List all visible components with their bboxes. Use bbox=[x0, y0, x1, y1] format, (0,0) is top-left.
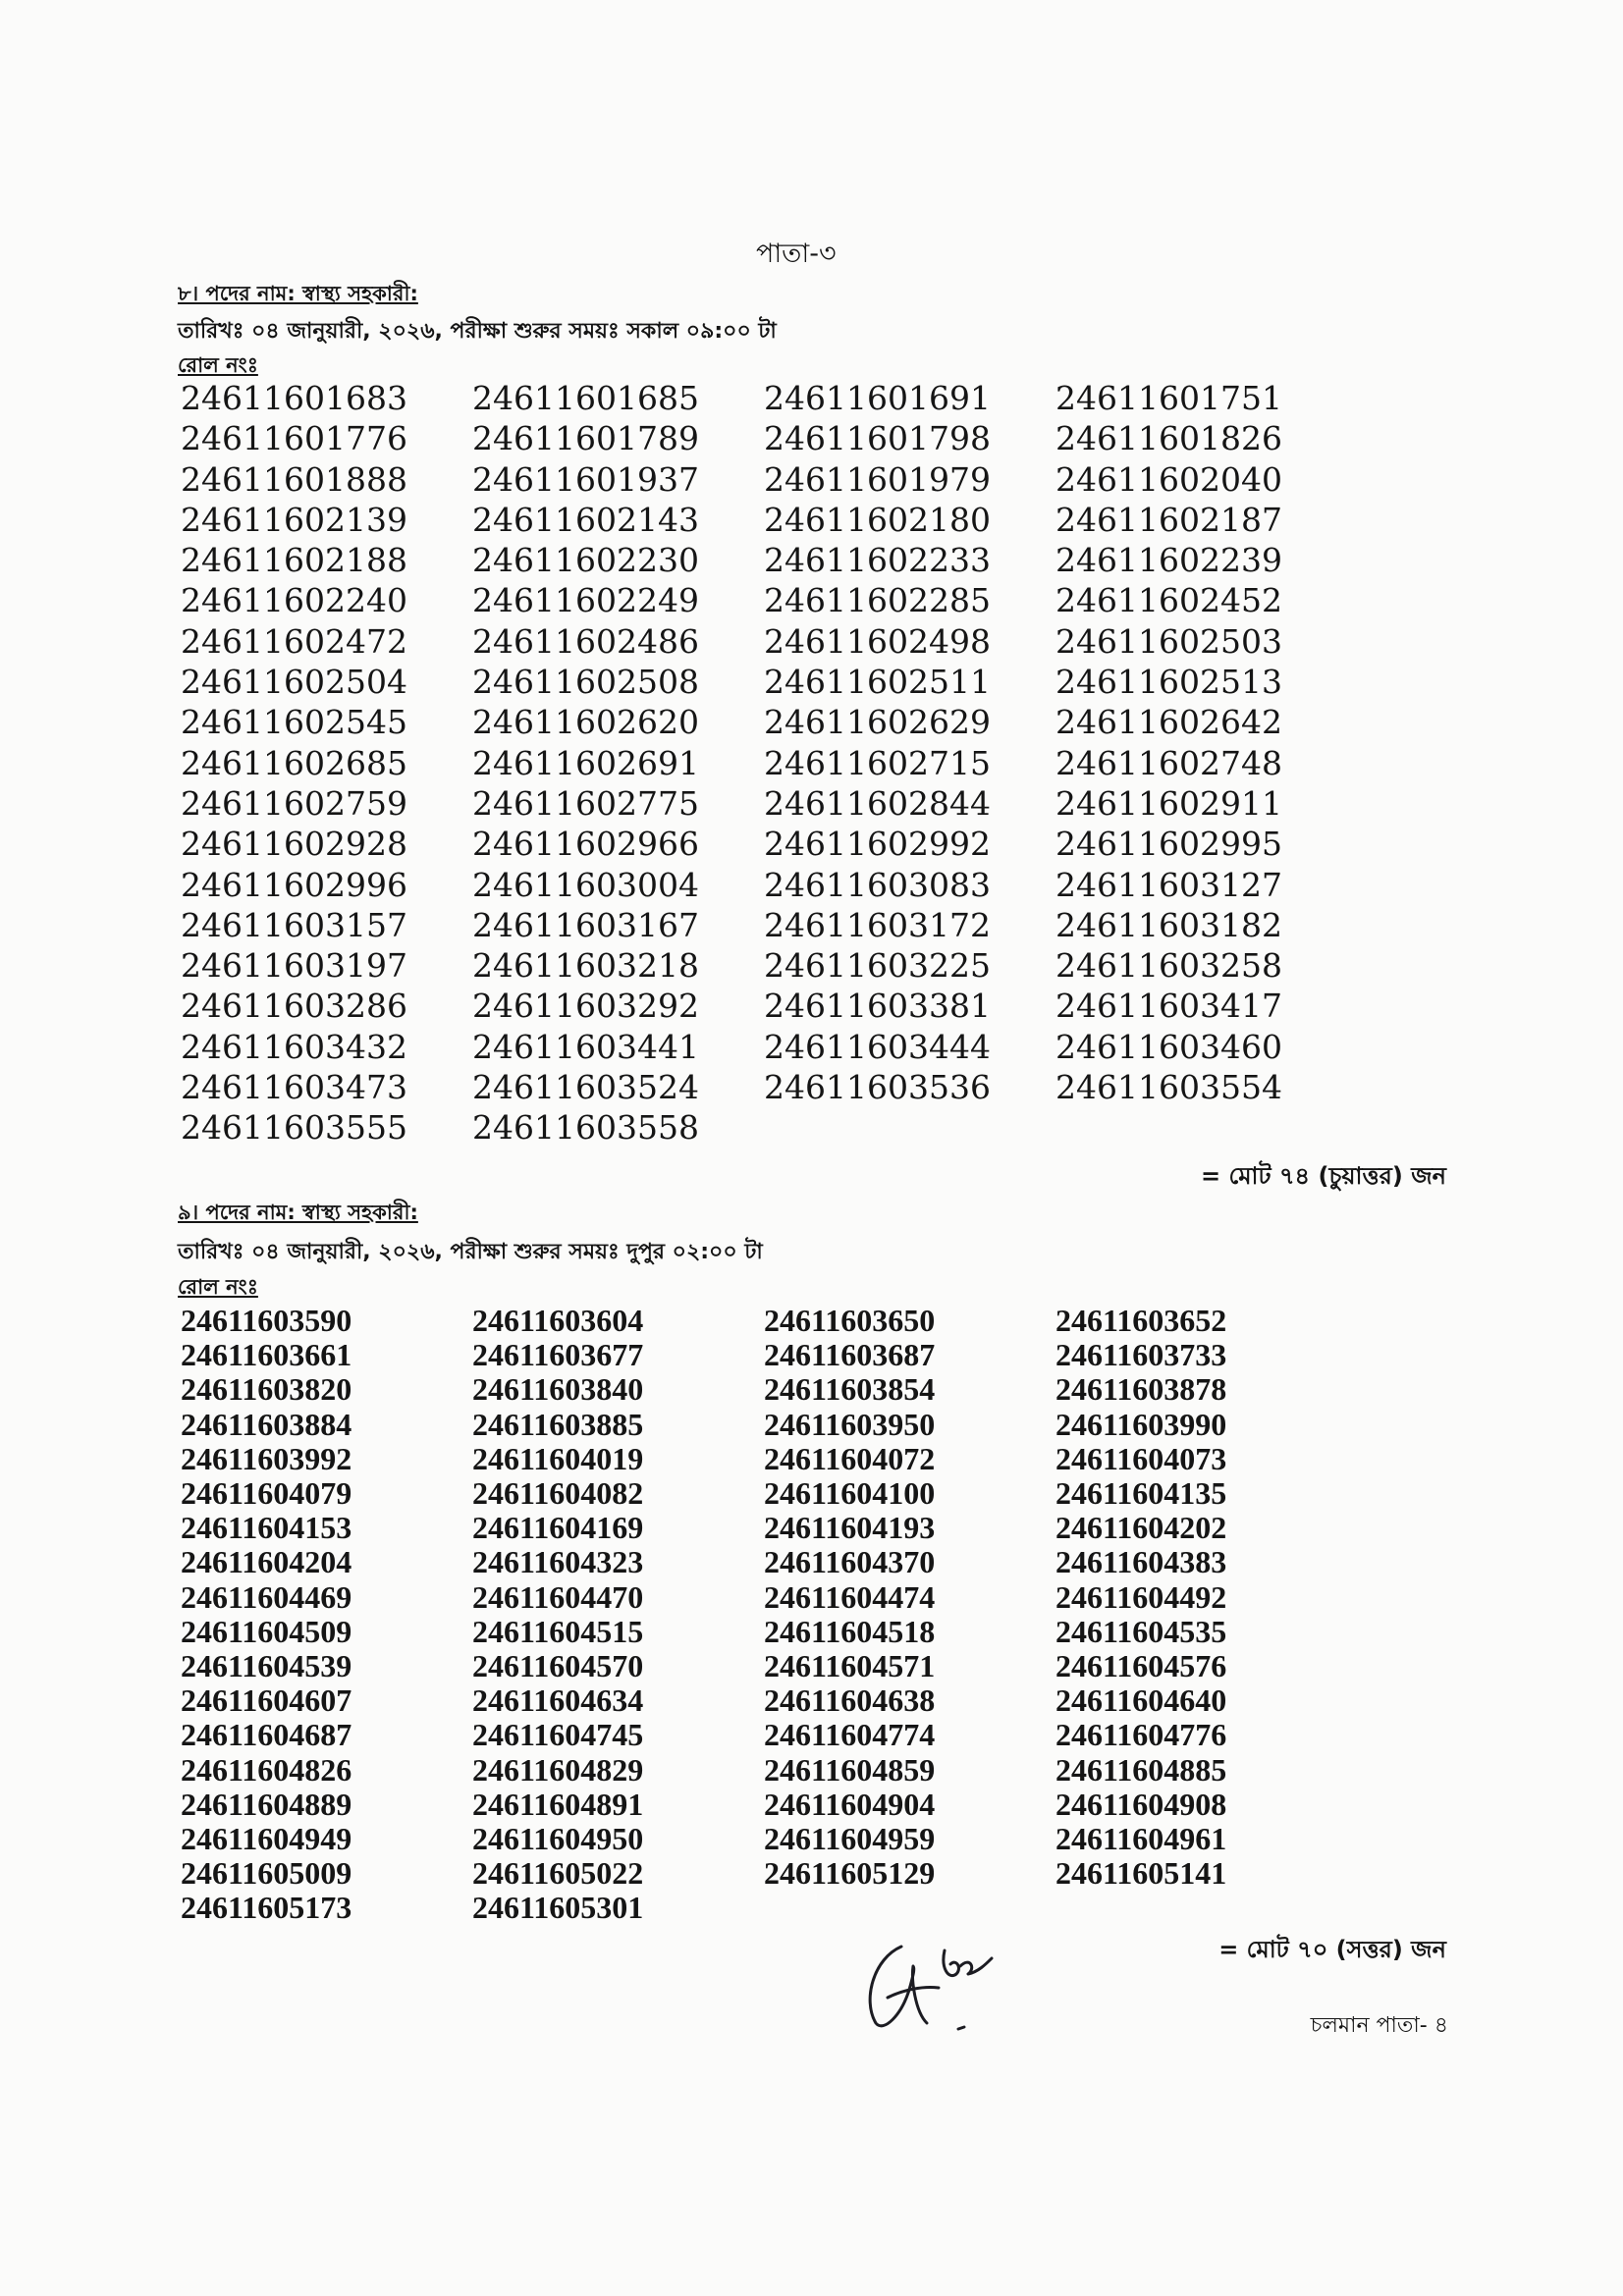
roll-number: 24611602928 bbox=[181, 825, 407, 864]
roll-number: 24611604539 bbox=[181, 1648, 352, 1684]
roll-number: 24611602504 bbox=[181, 663, 407, 702]
roll-number: 24611602775 bbox=[472, 783, 699, 823]
roll-number: 24611602040 bbox=[1055, 459, 1282, 499]
roll-number: 24611601751 bbox=[1055, 379, 1282, 417]
roll-number: 24611603432 bbox=[181, 1027, 407, 1066]
roll-number: 24611603661 bbox=[181, 1337, 352, 1373]
section-9-date: তারিখঃ ০৪ জানুয়ারী, ২০২৬, পরীক্ষা শুরুর সময়ঃ দুপুর ০২:০০ টা bbox=[178, 1240, 763, 1264]
roll-number: 24611604826 bbox=[181, 1751, 352, 1788]
roll-number: 24611605022 bbox=[472, 1855, 644, 1892]
roll-number: 24611604515 bbox=[472, 1613, 644, 1649]
roll-number: 24611602486 bbox=[472, 621, 699, 661]
section-8-date: তারিখঃ ০৪ জানুয়ারী, ২০২৬, পরীক্ষা শুরুর সময়ঃ সকাল ০৯:০০ টা bbox=[178, 319, 777, 344]
roll-number: 24611603441 bbox=[472, 1027, 699, 1066]
roll-number: 24611603524 bbox=[472, 1068, 699, 1107]
roll-number: 24611603473 bbox=[181, 1068, 407, 1107]
roll-number: 24611602844 bbox=[764, 783, 991, 823]
roll-number: 24611602180 bbox=[764, 500, 991, 539]
roll-number: 24611602748 bbox=[1055, 743, 1282, 782]
roll-number: 24611605173 bbox=[181, 1890, 352, 1926]
roll-number: 24611602285 bbox=[764, 581, 991, 620]
roll-number: 24611603167 bbox=[472, 905, 699, 944]
roll-number: 24611604202 bbox=[1055, 1510, 1227, 1546]
roll-number: 24611603884 bbox=[181, 1406, 352, 1442]
roll-number: 24611604571 bbox=[764, 1648, 936, 1684]
roll-number: 24611603878 bbox=[1055, 1371, 1227, 1408]
roll-number: 24611604470 bbox=[472, 1578, 644, 1615]
roll-number: 24611602230 bbox=[472, 541, 699, 580]
roll-number: 24611604509 bbox=[181, 1613, 352, 1649]
roll-number: 24611604100 bbox=[764, 1475, 936, 1512]
roll-number: 24611604072 bbox=[764, 1440, 936, 1476]
roll-number: 24611604576 bbox=[1055, 1648, 1227, 1684]
roll-number: 24611603460 bbox=[1055, 1027, 1282, 1066]
roll-number: 24611603604 bbox=[472, 1303, 644, 1338]
roll-number: 24611603820 bbox=[181, 1371, 352, 1408]
roll-number: 24611603687 bbox=[764, 1337, 936, 1373]
roll-number: 24611602685 bbox=[181, 743, 407, 782]
roll-number: 24611603157 bbox=[181, 905, 407, 944]
roll-number: 24611602249 bbox=[472, 581, 699, 620]
roll-number: 24611602620 bbox=[472, 703, 699, 742]
roll-number: 24611602452 bbox=[1055, 581, 1282, 620]
roll-number: 24611604153 bbox=[181, 1510, 352, 1546]
roll-number: 24611603258 bbox=[1055, 946, 1282, 986]
roll-number: 24611603558 bbox=[472, 1108, 699, 1148]
roll-number: 24611604082 bbox=[472, 1475, 644, 1512]
roll-number: 24611605129 bbox=[764, 1855, 936, 1892]
roll-number: 24611602239 bbox=[1055, 541, 1282, 580]
roll-number: 24611604370 bbox=[764, 1544, 936, 1580]
roll-number: 24611601789 bbox=[472, 419, 699, 458]
roll-number: 24611602472 bbox=[181, 621, 407, 661]
roll-number: 24611602545 bbox=[181, 703, 407, 742]
roll-number: 24611602233 bbox=[764, 541, 991, 580]
roll-number: 24611604634 bbox=[472, 1682, 644, 1719]
roll-number: 24611603536 bbox=[764, 1068, 991, 1107]
roll-number: 24611604885 bbox=[1055, 1751, 1227, 1788]
roll-number: 24611603292 bbox=[472, 987, 699, 1026]
roll-number: 24611604073 bbox=[1055, 1440, 1227, 1476]
section-9-roll-label: রোল নংঃ bbox=[178, 1275, 258, 1299]
roll-number: 24611602187 bbox=[1055, 500, 1282, 539]
roll-number: 24611604535 bbox=[1055, 1613, 1227, 1649]
roll-number: 24611602143 bbox=[472, 500, 699, 539]
roll-number: 24611602498 bbox=[764, 621, 991, 661]
roll-number: 24611602629 bbox=[764, 703, 991, 742]
roll-number: 24611604908 bbox=[1055, 1786, 1227, 1822]
roll-number: 24611602240 bbox=[181, 581, 407, 620]
roll-number: 24611602995 bbox=[1055, 825, 1282, 864]
roll-number: 24611602911 bbox=[1055, 783, 1282, 823]
roll-number: 24611603127 bbox=[1055, 865, 1282, 904]
roll-number: 24611604904 bbox=[764, 1786, 936, 1822]
roll-number: 24611604859 bbox=[764, 1751, 936, 1788]
roll-number: 24611604570 bbox=[472, 1648, 644, 1684]
roll-number: 24611604687 bbox=[181, 1717, 352, 1753]
roll-number: 24611603555 bbox=[181, 1108, 407, 1148]
roll-number: 24611604959 bbox=[764, 1821, 936, 1857]
roll-number: 24611604019 bbox=[472, 1440, 644, 1476]
roll-number: 24611602691 bbox=[472, 743, 699, 782]
roll-number: 24611604961 bbox=[1055, 1821, 1227, 1857]
section-9-title: ৯। পদের নাম: স্বাস্থ্য সহকারী: bbox=[178, 1201, 418, 1224]
roll-number: 24611603417 bbox=[1055, 987, 1282, 1026]
roll-number: 24611603652 bbox=[1055, 1303, 1227, 1338]
roll-number: 24611604469 bbox=[181, 1578, 352, 1615]
roll-number: 24611603083 bbox=[764, 865, 991, 904]
roll-number: 24611602715 bbox=[764, 743, 991, 782]
roll-number: 24611602503 bbox=[1055, 621, 1282, 661]
roll-number: 24611604492 bbox=[1055, 1578, 1227, 1615]
section-9-total: = মোট ৭০ (সত্তর) জন bbox=[1218, 1936, 1446, 1963]
roll-number: 24611603225 bbox=[764, 946, 991, 986]
roll-number: 24611602139 bbox=[181, 500, 407, 539]
roll-number: 24611604383 bbox=[1055, 1544, 1227, 1580]
roll-number: 24611603590 bbox=[181, 1303, 352, 1338]
roll-number: 24611604776 bbox=[1055, 1717, 1227, 1753]
roll-number: 24611605141 bbox=[1055, 1855, 1227, 1892]
roll-number: 24611604323 bbox=[472, 1544, 644, 1580]
roll-number: 24611602642 bbox=[1055, 703, 1282, 742]
roll-number: 24611603554 bbox=[1055, 1068, 1282, 1107]
section-8-title: ৮। পদের নাম: স্বাস্থ্য সহকারী: bbox=[178, 282, 418, 305]
roll-number: 24611601798 bbox=[764, 419, 991, 458]
roll-number: 24611601691 bbox=[764, 379, 991, 417]
roll-number: 24611604474 bbox=[764, 1578, 936, 1615]
roll-number: 24611601826 bbox=[1055, 419, 1282, 458]
roll-number: 24611604949 bbox=[181, 1821, 352, 1857]
roll-number: 24611604745 bbox=[472, 1717, 644, 1753]
roll-number: 24611602992 bbox=[764, 825, 991, 864]
roll-number: 24611603854 bbox=[764, 1371, 936, 1408]
roll-number: 24611605301 bbox=[472, 1890, 644, 1926]
roll-number: 24611603733 bbox=[1055, 1337, 1227, 1373]
roll-number: 24611601937 bbox=[472, 459, 699, 499]
roll-number: 24611602508 bbox=[472, 663, 699, 702]
section-9-roll-grid bbox=[181, 1304, 1347, 1926]
roll-number: 24611602513 bbox=[1055, 663, 1282, 702]
roll-number: 24611604169 bbox=[472, 1510, 644, 1546]
roll-number: 24611603950 bbox=[764, 1406, 936, 1442]
roll-number: 24611604829 bbox=[472, 1751, 644, 1788]
roll-number: 24611602511 bbox=[764, 663, 991, 702]
roll-number: 24611603172 bbox=[764, 905, 991, 944]
roll-number: 24611603286 bbox=[181, 987, 407, 1026]
roll-number: 24611603885 bbox=[472, 1406, 644, 1442]
roll-number: 24611602188 bbox=[181, 541, 407, 580]
roll-number: 24611604774 bbox=[764, 1717, 936, 1753]
roll-number: 24611604891 bbox=[472, 1786, 644, 1822]
roll-number: 24611601683 bbox=[181, 379, 407, 417]
roll-number: 24611601888 bbox=[181, 459, 407, 499]
roll-number: 24611604640 bbox=[1055, 1682, 1227, 1719]
roll-number: 24611604518 bbox=[764, 1613, 936, 1649]
roll-number: 24611603197 bbox=[181, 946, 407, 986]
roll-number: 24611605009 bbox=[181, 1855, 352, 1892]
roll-number: 24611603840 bbox=[472, 1371, 644, 1408]
roll-number: 24611604607 bbox=[181, 1682, 352, 1719]
roll-number: 24611603004 bbox=[472, 865, 699, 904]
roll-number: 24611604193 bbox=[764, 1510, 936, 1546]
roll-number: 24611603992 bbox=[181, 1440, 352, 1476]
roll-number: 24611604079 bbox=[181, 1475, 352, 1512]
roll-number: 24611603182 bbox=[1055, 905, 1282, 944]
roll-number: 24611604889 bbox=[181, 1786, 352, 1822]
roll-number: 24611603990 bbox=[1055, 1406, 1227, 1442]
continued-page-note: চলমান পাতা- ৪ bbox=[1310, 2013, 1448, 2038]
roll-number: 24611602759 bbox=[181, 783, 407, 823]
roll-number: 24611601776 bbox=[181, 419, 407, 458]
section-8-roll-grid bbox=[181, 378, 1347, 1148]
roll-number: 24611604638 bbox=[764, 1682, 936, 1719]
roll-number: 24611602966 bbox=[472, 825, 699, 864]
roll-number: 24611603677 bbox=[472, 1337, 644, 1373]
page-header: পাতা-৩ bbox=[756, 239, 837, 269]
roll-number: 24611602996 bbox=[181, 865, 407, 904]
section-8-roll-label: রোল নংঃ bbox=[178, 353, 258, 377]
roll-number: 24611603218 bbox=[472, 946, 699, 986]
roll-number: 24611601685 bbox=[472, 379, 699, 417]
roll-number: 24611604135 bbox=[1055, 1475, 1227, 1512]
roll-number: 24611603650 bbox=[764, 1303, 936, 1338]
roll-number: 24611604950 bbox=[472, 1821, 644, 1857]
section-8-total: = মোট ৭৪ (চুয়াত্তর) জন bbox=[1201, 1162, 1446, 1190]
roll-number: 24611601979 bbox=[764, 459, 991, 499]
roll-number: 24611603381 bbox=[764, 987, 991, 1026]
roll-number: 24611604204 bbox=[181, 1544, 352, 1580]
signature-icon bbox=[854, 1929, 1016, 2032]
roll-number: 24611603444 bbox=[764, 1027, 991, 1066]
